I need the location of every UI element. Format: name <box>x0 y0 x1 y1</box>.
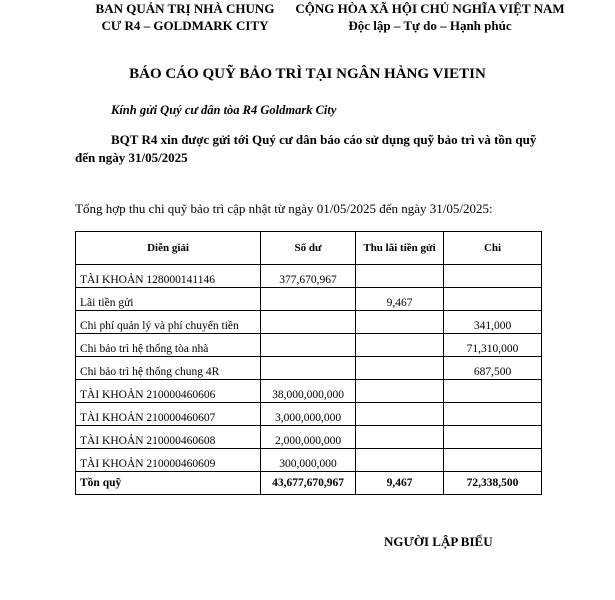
cell-description: TÀI KHOẢN 210000460607 <box>76 403 261 426</box>
total-cell-interest: 9,467 <box>356 472 444 495</box>
cell-description: Lãi tiền gửi <box>76 288 261 311</box>
table-row <box>76 449 542 472</box>
table-row <box>76 288 542 311</box>
cell-description: Chi bảo trì hệ thống tòa nhà <box>76 334 261 357</box>
col-header-expense: Chi <box>444 232 542 265</box>
col-header-description: Diễn giải <box>76 232 261 265</box>
signer-title: NGƯỜI LẬP BIỂU <box>384 534 493 549</box>
table-row <box>76 265 542 288</box>
table-body <box>76 265 542 495</box>
cell-balance <box>261 311 356 334</box>
cell-description: TÀI KHOẢN 128000141146 <box>76 265 261 288</box>
table-row <box>76 311 542 334</box>
cell-interest <box>356 426 444 449</box>
nation-motto: Độc lập – Tự do – Hạnh phúc <box>348 18 512 33</box>
summary-line: Tổng hợp thu chi quỹ bảo trì cập nhật từ ngày 01/05/2025 đến ngày 31/05/2025: <box>75 201 493 216</box>
cell-interest <box>356 334 444 357</box>
salutation: Kính gửi Quý cư dân tòa R4 Goldmark City <box>111 103 337 117</box>
cell-expense: 71,310,000 <box>444 334 542 357</box>
col-header-interest: Thu lãi tiền gửi <box>356 232 444 265</box>
fund-table <box>75 231 542 495</box>
cell-balance <box>261 334 356 357</box>
org-name-line1: BAN QUẢN TRỊ NHÀ CHUNG <box>95 1 275 16</box>
table-row <box>76 426 542 449</box>
col-header-balance: Số dư <box>261 232 356 265</box>
table-row <box>76 334 542 357</box>
cell-balance <box>261 288 356 311</box>
total-cell-description: Tồn quỹ <box>76 472 261 495</box>
cell-description: Chi phí quản lý và phí chuyển tiền <box>76 311 261 334</box>
table-header-row <box>76 232 542 265</box>
table-row <box>76 403 542 426</box>
cell-expense <box>444 265 542 288</box>
table-row <box>76 357 542 380</box>
cell-interest: 9,467 <box>356 288 444 311</box>
cell-interest <box>356 265 444 288</box>
cell-balance: 38,000,000,000 <box>261 380 356 403</box>
cell-balance: 300,000,000 <box>261 449 356 472</box>
cell-expense <box>444 403 542 426</box>
intro-paragraph: BQT R4 xin được gửi tới Quý cư dân báo cáo sử dụng quỹ bảo trì và tồn quỹ đến ngày 31/05/2025 <box>75 132 537 165</box>
report-title: BÁO CÁO QUỸ BẢO TRÌ TẠI NGÂN HÀNG VIETIN <box>129 66 486 82</box>
cell-description: TÀI KHOẢN 210000460609 <box>76 449 261 472</box>
cell-balance: 377,670,967 <box>261 265 356 288</box>
cell-expense <box>444 449 542 472</box>
total-cell-expense: 72,338,500 <box>444 472 542 495</box>
cell-expense: 341,000 <box>444 311 542 334</box>
cell-expense <box>444 426 542 449</box>
cell-interest <box>356 449 444 472</box>
cell-description: Chi bảo trì hệ thống chung 4R <box>76 357 261 380</box>
cell-expense <box>444 288 542 311</box>
cell-description: TÀI KHOẢN 210000460606 <box>76 380 261 403</box>
total-cell-balance: 43,677,670,967 <box>261 472 356 495</box>
cell-balance <box>261 357 356 380</box>
org-name-line2: CƯ R4 – GOLDMARK CITY <box>101 18 269 33</box>
table-total-row <box>76 472 542 495</box>
cell-balance: 3,000,000,000 <box>261 403 356 426</box>
cell-interest <box>356 380 444 403</box>
cell-interest <box>356 357 444 380</box>
cell-interest <box>356 403 444 426</box>
table-row <box>76 380 542 403</box>
cell-expense: 687,500 <box>444 357 542 380</box>
cell-interest <box>356 311 444 334</box>
cell-description: TÀI KHOẢN 210000460608 <box>76 426 261 449</box>
cell-balance: 2,000,000,000 <box>261 426 356 449</box>
nation-title: CỘNG HÒA XÃ HỘI CHỦ NGHĨA VIỆT NAM <box>295 1 565 16</box>
cell-expense <box>444 380 542 403</box>
